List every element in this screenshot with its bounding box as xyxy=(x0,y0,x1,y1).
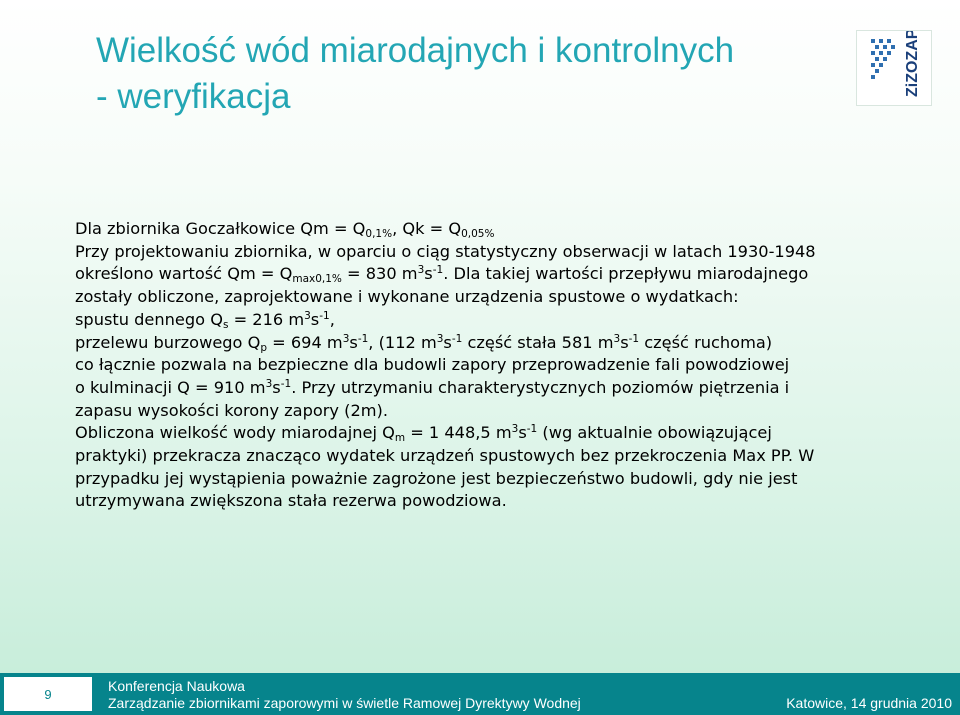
body-line: utrzymywana zwiększona stała rezerwa powodziowa. xyxy=(75,491,507,511)
body-line: Obliczona wielkość wody miarodajnej $Q_m = 1$ 448,5 $m^3s^{-1}$ (wg aktualnie obowiązującej xyxy=(75,423,772,445)
slide-title-line-2: - weryfikacja xyxy=(96,77,291,116)
body-line: zapasu wysokości korony zapory (2m). xyxy=(75,400,388,420)
page-number: 9 xyxy=(0,673,96,715)
body-line: Dla zbiornika Goczałkowice $Qm = Q_{0,1\%}$, $Qk = Q_{0,05\%}$ xyxy=(75,219,495,240)
place-date: Katowice, 14 grudnia 2010 xyxy=(786,695,952,711)
body-line: przypadku jej wystąpienia poważnie zagrożone jest bezpieczeństwo budowli, gdy nie jest xyxy=(75,468,798,488)
zizozap-logo xyxy=(856,30,932,106)
logo-text: ZiZOZAP xyxy=(904,31,921,97)
body-line: przelewu burzowego $Q_p = 694$ $m^3s^{-1}$, (112 $m^3s^{-1}$ część stała 581 $m^3s^{-1}$ część ruchoma) xyxy=(75,332,773,354)
body-text xyxy=(75,218,875,513)
footer-bar xyxy=(0,673,960,715)
conference-info xyxy=(108,678,581,712)
body-line: o kulminacji Q = 910 $m^3s^{-1}$. Przy utrzymaniu charakterystycznych poziomów piętrzenia i xyxy=(75,377,790,397)
zizozap-logo-graphic xyxy=(857,31,931,105)
body-line: zostały obliczone, zaprojektowane i wykonane urządzenia spustowe o wydatkach: xyxy=(75,287,739,307)
body-line: spustu dennego $Q_s = 216$ $m^3s^{-1}$, xyxy=(75,309,335,331)
body-line: określono wartość $Qm = Q_{max0,1\%} = 830$ $m^3s^{-1}$. Dla takiej wartości przepływu miarodajnego xyxy=(75,264,809,286)
slide-title xyxy=(96,28,826,120)
body-line: praktyki) przekracza znacząco wydatek urządzeń spustowych bez przekroczenia Max PP. W xyxy=(75,446,815,466)
conference-name: Konferencja Naukowa xyxy=(108,678,245,694)
body-line: Przy projektowaniu zbiornika, w oparciu o ciąg statystyczny obserwacji w latach 1930-1948 xyxy=(75,241,816,261)
conference-topic: Zarządzanie zbiornikami zaporowymi w świetle Ramowej Dyrektywy Wodnej xyxy=(108,695,581,711)
body-line: co łącznie pozwala na bezpieczne dla budowli zapory przeprowadzenie fali powodziowej xyxy=(75,355,790,375)
slide-title-line-1: Wielkość wód miarodajnych i kontrolnych xyxy=(96,31,735,70)
